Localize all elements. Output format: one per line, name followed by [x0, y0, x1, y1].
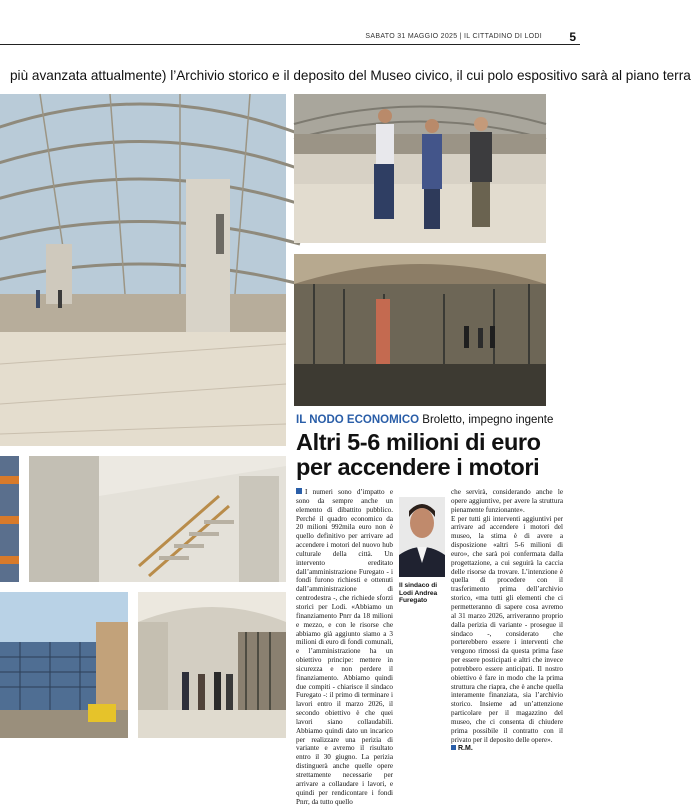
photo-interior-hall: [138, 592, 286, 738]
portrait-caption: Il sindaco di Lodi Andrea Furegato: [399, 582, 438, 605]
article-kicker: [296, 414, 553, 426]
column-1-text: I numeri sono d’impatto e sono da sempre anche un elemento di dibattito pubblico. Perché il quadro economico da 20 milioni 992mila euro non è quello definitivo per arrivare ad accendere i motori del nuovo hub culturale della città. Un intervento ereditato dall’amministrazione Furegato - i fondi furono richiesti e ottenuti dall’amministrazione di centrodestra -, che richiede sforzi storici per Lodi. «Abbiamo un finanziamento Pnrr da 18 milioni e mezzo, e con le risorse che abbiamo già aggiunto siamo a 3 milioni di euro di fondi comunali, e l’amministrazione ha un obiettivo principe: mettere in sicurezza e non perdere il finanziamento. Abbiamo quindi due compiti - chiarisce il sindaco Furegato -: il primo di terminare i lavori entro il marzo 2026, il secondo obiettivo è che quei lavori siano collaudabili. Abbiamo quindi dato un incarico per realizzare una perizia di variante e avremo il risultato entro il 30 giugno. La perizia distinguerà anche quelle opere strettamente necessarie per arrivare a collaudare i lavori, e quindi per rendicontare i fondi Pnrr, da tutto quello: [296, 488, 393, 806]
article-column-2: che servirà, considerando anche le opere aggiuntive, per avere la struttura pienamente funzionante». E per tutti gli interventi aggiuntivi per arrivare ad accendere i motori del museo, la stima è di avere a disposizione «altri 5-6 milioni di euro», che sarà poi confermata dalla progettazione, a cui seguirà la caccia delle risorse da trovare. L’intenzione è quella di procedere con il trasferimento prima dell’archivio storico, «ma tutti gli elementi che ci permetteranno di sapere cosa avremo al 31 marzo 2026, arriveranno proprio dalla perizia di variante - prosegue il sindaco -, considerato che porterebbero essere i interventi che vengono rimossi da questa prima fase per essere posticipati e altri che invece potrebbero essere anticipati. Il nostro obiettivo è fare in modo che la prima struttura che riapra, che è anche quella interamente finanziata, sia l’archivio storico. Insieme ad un’attenzione particolare per il magazzino del museo, che ci consenta di chiudere prima possibile il contratto con il privato per il deposito delle opere».: [451, 488, 563, 744]
byline-marker: [451, 745, 456, 750]
article-headline: Altri 5-6 milioni di euro per accendere i motori: [296, 429, 541, 480]
header-rule: [0, 44, 580, 45]
issue-date-and-masthead: SABATO 31 MAGGIO 2025 | IL CITTADINO DI LODI: [365, 33, 542, 40]
paragraph-marker: [296, 488, 302, 494]
photo-officials-visit: [294, 94, 546, 243]
page-header: [0, 30, 580, 48]
kicker-text: Broletto, impegno ingente: [419, 414, 554, 426]
kicker-tag: IL NODO ECONOMICO: [296, 414, 420, 426]
photo-staircase: [29, 456, 286, 582]
article-column-1: [296, 488, 393, 806]
photo-building-exterior: [0, 592, 128, 738]
article-byline: [451, 745, 473, 752]
photo-glass-roof-hall: [0, 94, 286, 446]
byline-text: R.M.: [458, 745, 473, 752]
intro-line: più avanzata attualmente) l’Archivio storico e il deposito del Museo civico, il cui polo espositivo sarà al piano terra: [10, 68, 691, 83]
photo-glass-corridor: [294, 254, 546, 406]
photo-facade-slice: [0, 456, 19, 582]
photo-mayor-portrait: [399, 497, 445, 577]
page-number: 5: [569, 30, 576, 44]
